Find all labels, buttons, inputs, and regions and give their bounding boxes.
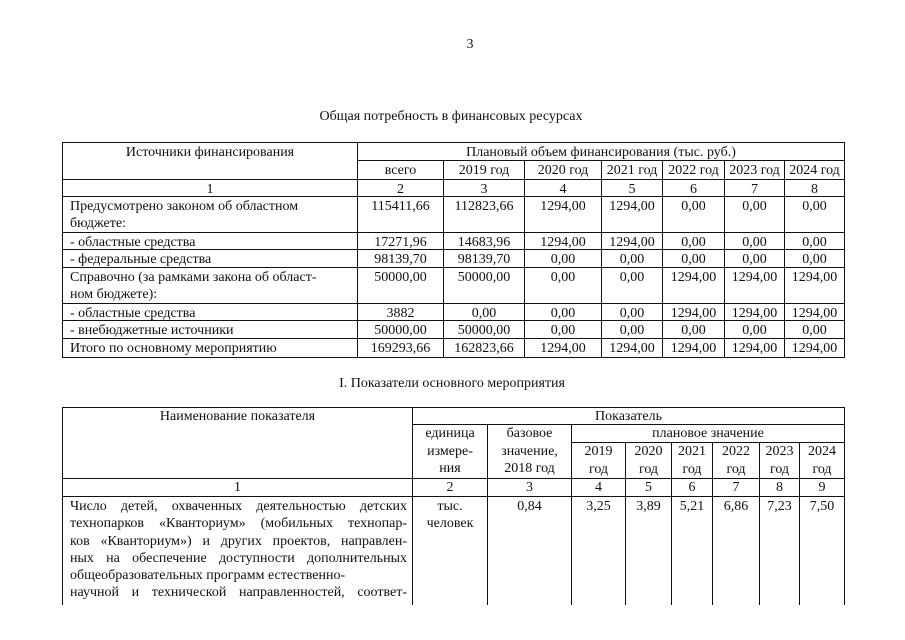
year-header-2022: 2022 год [713, 443, 760, 479]
column-header-total: всего [358, 161, 444, 180]
source-header: Источники финансирования [63, 143, 358, 180]
column-number: 4 [572, 479, 626, 497]
indicator-header: Показатель [413, 408, 845, 425]
plan-header: Плановый объем финансирования (тыс. руб.) [358, 143, 845, 161]
value-2022: 0,00 [663, 233, 725, 250]
planned-value-2021: 5,21 [672, 497, 713, 605]
planned-value-2023: 7,23 [760, 497, 800, 605]
planned-value-header: плановое значение [572, 425, 845, 443]
column-number: 3 [488, 479, 572, 497]
source-label: Справочно (за рамками закона об област- ном бюджете): [63, 268, 358, 304]
value-2022: 0,00 [663, 321, 725, 339]
value-2019: 98139,70 [444, 250, 525, 268]
indicator-name-line: Число детей, охваченных деятельностью детских [70, 499, 407, 514]
value-2022: 1294,00 [663, 304, 725, 321]
value-2024: 0,00 [785, 250, 845, 268]
value-2022: 0,00 [663, 250, 725, 268]
section-title-indicators: I. Показатели основного мероприятия [339, 376, 565, 391]
value-2022: 1294,00 [663, 268, 725, 304]
year-header-2020: 2020 год [626, 443, 672, 479]
value-total: 169293,66 [358, 339, 444, 358]
value-2020: 1294,00 [525, 197, 602, 233]
value-2023: 0,00 [725, 197, 785, 233]
column-header-2022: 2022 год [663, 161, 725, 180]
indicators-table [62, 407, 845, 605]
value-total: 17271,96 [358, 233, 444, 250]
value-2019: 162823,66 [444, 339, 525, 358]
value-2021: 0,00 [602, 250, 663, 268]
value-2019: 112823,66 [444, 197, 525, 233]
value-2023: 1294,00 [725, 339, 785, 358]
finance-table [62, 142, 845, 358]
value-total: 50000,00 [358, 321, 444, 339]
base-value-header: базовое значение, 2018 год [488, 425, 572, 479]
base-value: 0,84 [488, 497, 572, 605]
value-2020: 1294,00 [525, 233, 602, 250]
column-header-2021: 2021 год [602, 161, 663, 180]
value-2024: 1294,00 [785, 304, 845, 321]
column-number: 5 [602, 180, 663, 197]
planned-value-2019: 3,25 [572, 497, 626, 605]
planned-value-2020: 3,89 [626, 497, 672, 605]
value-total: 3882 [358, 304, 444, 321]
column-number: 8 [760, 479, 800, 497]
column-number: 2 [358, 180, 444, 197]
value-2021: 1294,00 [602, 197, 663, 233]
value-2019: 50000,00 [444, 321, 525, 339]
column-number: 1 [63, 479, 413, 497]
value-2020: 0,00 [525, 321, 602, 339]
value-2024: 1294,00 [785, 339, 845, 358]
year-header-2024: 2024 год [800, 443, 845, 479]
value-2021: 0,00 [602, 268, 663, 304]
column-header-2023: 2023 год [725, 161, 785, 180]
value-2023: 1294,00 [725, 268, 785, 304]
value-2019: 50000,00 [444, 268, 525, 304]
column-number: 4 [525, 180, 602, 197]
value-total: 115411,66 [358, 197, 444, 233]
planned-value-2024: 7,50 [800, 497, 845, 605]
column-number: 3 [444, 180, 525, 197]
value-2020: 0,00 [525, 268, 602, 304]
column-number: 5 [626, 479, 672, 497]
value-2024: 0,00 [785, 233, 845, 250]
value-2024: 1294,00 [785, 268, 845, 304]
value-2021: 1294,00 [602, 233, 663, 250]
indicator-name-line: научной и технической направленностей, соответ- [70, 585, 407, 601]
value-2020: 0,00 [525, 250, 602, 268]
value-2019: 14683,96 [444, 233, 525, 250]
value-2024: 0,00 [785, 321, 845, 339]
value-2022: 0,00 [663, 197, 725, 233]
value-2022: 1294,00 [663, 339, 725, 358]
year-header-2019: 2019 год [572, 443, 626, 479]
source-label: Итого по основному мероприятию [63, 339, 358, 358]
value-total: 98139,70 [358, 250, 444, 268]
column-number: 6 [672, 479, 713, 497]
value-2024: 0,00 [785, 197, 845, 233]
indicator-name [63, 497, 413, 605]
column-number: 7 [725, 180, 785, 197]
column-number: 2 [413, 479, 488, 497]
source-label: - федеральные средства [63, 250, 358, 268]
column-number: 6 [663, 180, 725, 197]
value-2019: 0,00 [444, 304, 525, 321]
year-header-2023: 2023 год [760, 443, 800, 479]
value-2023: 1294,00 [725, 304, 785, 321]
section-title-finance: Общая потребность в финансовых ресурсах [319, 109, 583, 124]
indicator-name-line: ных на обеспечение доступности дополнительных [70, 550, 407, 566]
source-label: - областные средства [63, 304, 358, 321]
indicator-name-line: ков «Кванториум») и других проектов, направлен- [70, 533, 407, 549]
unit-value: тыс. человек [413, 497, 488, 605]
indicator-name-line: общеобразовательных программ естественно- [70, 568, 346, 584]
column-header-2024: 2024 год [785, 161, 845, 180]
page-number: 3 [466, 37, 474, 52]
value-2023: 0,00 [725, 321, 785, 339]
year-header-2021: 2021 год [672, 443, 713, 479]
value-2023: 0,00 [725, 233, 785, 250]
unit-header: единица измере- ния [413, 425, 488, 479]
value-2020: 1294,00 [525, 339, 602, 358]
column-number: 9 [800, 479, 845, 497]
column-number: 1 [63, 180, 358, 197]
column-number: 7 [713, 479, 760, 497]
value-2021: 0,00 [602, 304, 663, 321]
planned-value-2022: 6,86 [713, 497, 760, 605]
value-2021: 1294,00 [602, 339, 663, 358]
source-label: - областные средства [63, 233, 358, 250]
column-header-2019: 2019 год [444, 161, 525, 180]
source-label: Предусмотрено законом об областном бюджете: [63, 197, 358, 233]
indicator-name-header: Наименование показателя [63, 408, 413, 479]
value-2020: 0,00 [525, 304, 602, 321]
column-number: 8 [785, 180, 845, 197]
indicator-name-line: технопарков «Кванториум» (мобильных технопар- [70, 516, 407, 532]
value-total: 50000,00 [358, 268, 444, 304]
column-header-2020: 2020 год [525, 161, 602, 180]
value-2021: 0,00 [602, 321, 663, 339]
value-2023: 0,00 [725, 250, 785, 268]
source-label: - внебюджетные источники [63, 321, 358, 339]
